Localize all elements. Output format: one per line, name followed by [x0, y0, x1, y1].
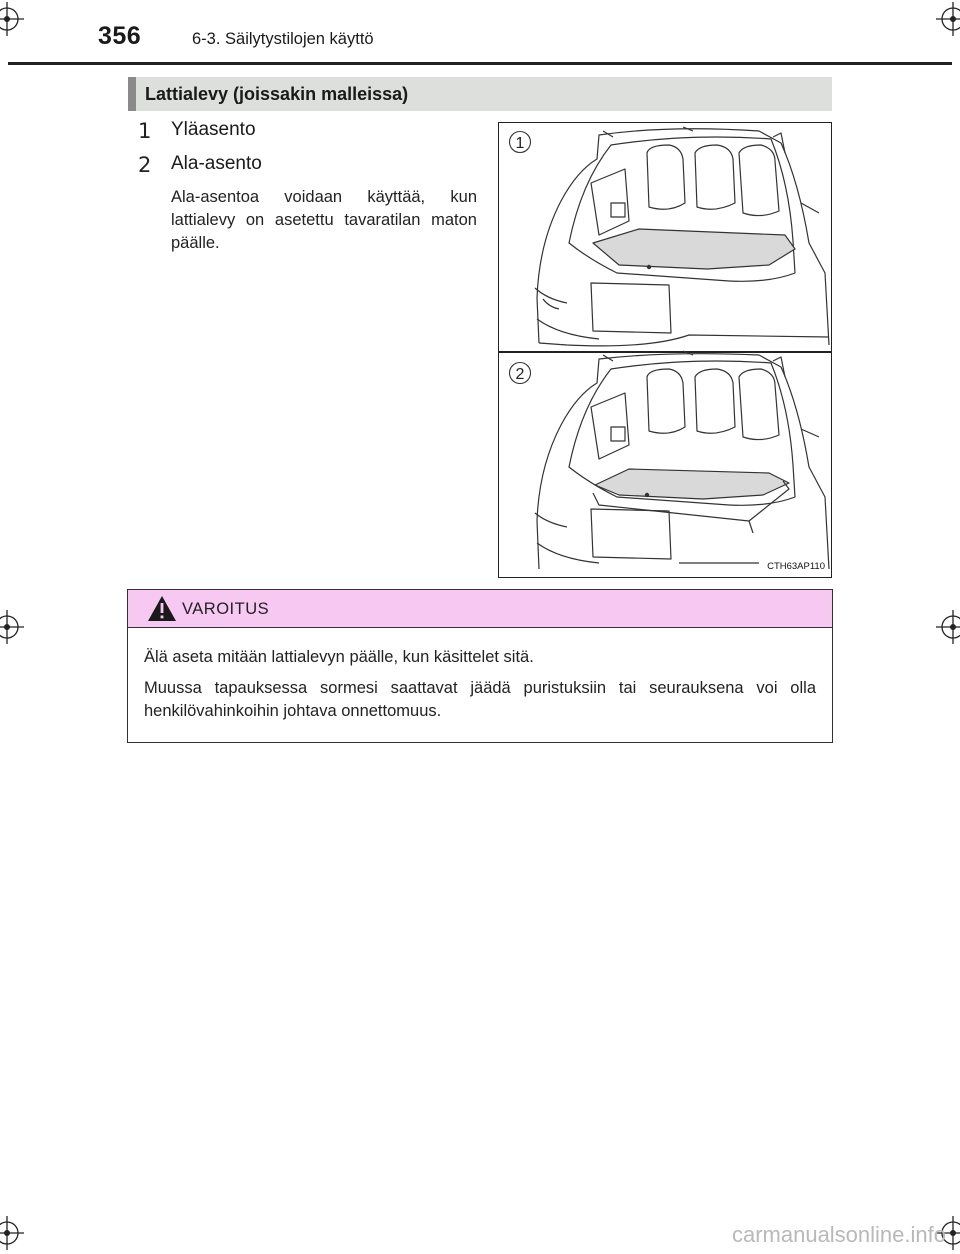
subsection-accent [128, 77, 136, 111]
item-number: 1 [138, 119, 152, 143]
watermark: carmanualsonline.info [731, 1222, 946, 1247]
item-label: Yläasento [171, 119, 256, 140]
item-label: Ala-asento [171, 153, 262, 174]
svg-text:1: 1 [515, 135, 525, 152]
subsection-title: Lattialevy (joissakin malleissa) [145, 84, 409, 104]
warning-paragraph: Älä aseta mitään lattialevyn päälle, kun käsittelet sitä. [144, 648, 534, 666]
subsection-heading [128, 77, 832, 111]
car-trunk-illustration [499, 123, 832, 578]
section-title: 6-3. Säilytystilojen käyttö [192, 30, 374, 48]
registration-mark-bottom-left [0, 1216, 24, 1250]
warning-header [128, 590, 832, 628]
registration-mark-mid-right [936, 610, 960, 644]
warning-label: VAROITUS [182, 600, 270, 618]
header-divider [8, 62, 952, 65]
registration-mark-top-right [936, 2, 960, 36]
warning-triangle-icon [147, 595, 177, 622]
panel-1-number-circle [510, 132, 531, 153]
note-paragraph: Ala-asentoa voidaan käyttää, kun lattialevy on asetettu tavaratilan maton päälle. [171, 188, 477, 252]
registration-mark-top-left [0, 2, 24, 36]
page-number: 356 [98, 22, 142, 50]
registration-mark-mid-left [0, 610, 24, 644]
cargo-floor-board-figure [498, 122, 832, 578]
item-number: 2 [138, 153, 152, 177]
panel-2-number-circle [510, 363, 531, 384]
figure-code: CTH63AP110 [767, 561, 825, 572]
warning-paragraph: Muussa tapauksessa sormesi saattavat jäädä puristuksiin tai seurauksena voi olla henkilövahinkoihin johtava onnettomuus. [144, 679, 816, 720]
warning-box [127, 589, 833, 743]
svg-text:2: 2 [515, 366, 525, 383]
